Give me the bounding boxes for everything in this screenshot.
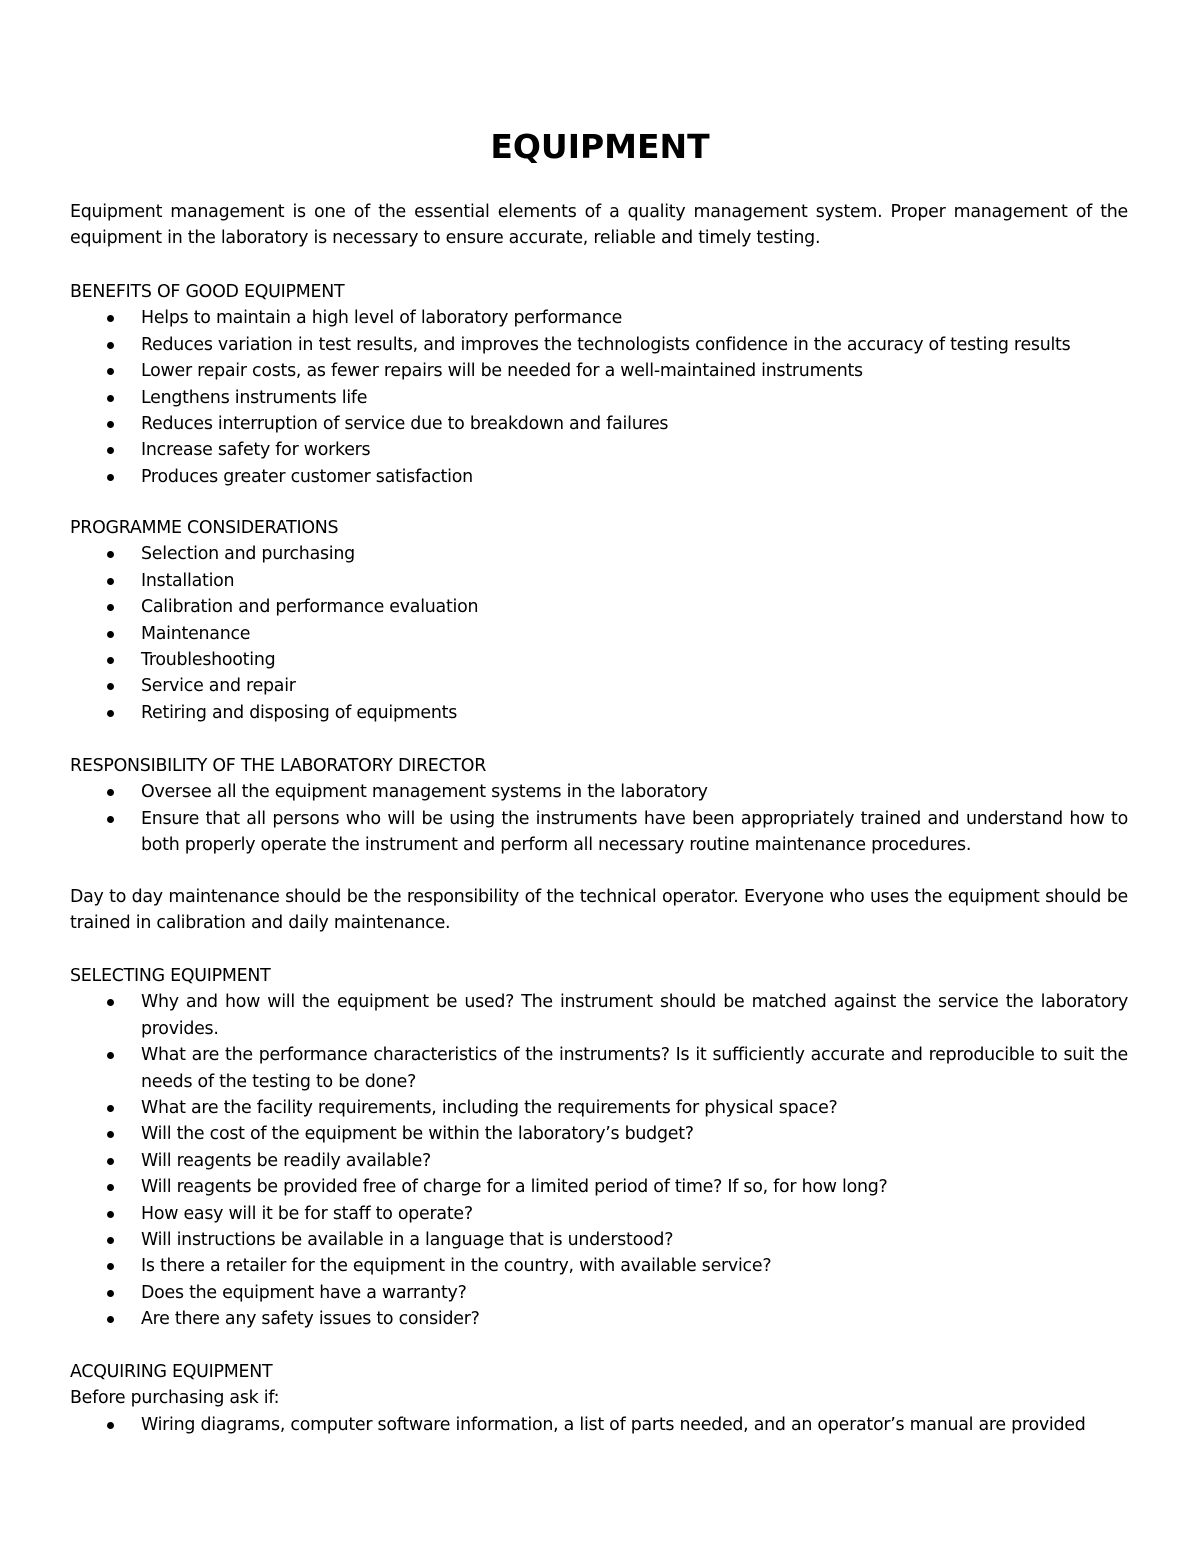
programme-list bbox=[70, 541, 1128, 726]
list-item: Reduces variation in test results, and improves the technologists confidence in the accuracy of testing results bbox=[141, 334, 1071, 355]
list-item: Does the equipment have a warranty? bbox=[141, 1282, 467, 1303]
list-item: Service and repair bbox=[141, 676, 296, 697]
list-item: Increase safety for workers bbox=[141, 440, 371, 461]
list-item: Is there a retailer for the equipment in the country, with available service? bbox=[141, 1256, 772, 1277]
list-item: Installation bbox=[141, 570, 235, 591]
list-item: What are the performance characteristics of the instruments? Is it sufficiently accurate and reproducible to suit the needs of the testing to be done? bbox=[141, 1045, 1128, 1092]
list-item: Lower repair costs, as fewer repairs will be needed for a well-maintained instruments bbox=[141, 361, 863, 382]
list-item: Reduces interruption of service due to breakdown and failures bbox=[141, 414, 669, 435]
intro-paragraph bbox=[70, 199, 1128, 252]
list-item: Are there any safety issues to consider? bbox=[141, 1309, 480, 1330]
page-title: EQUIPMENT bbox=[490, 127, 710, 166]
acquiring-subheading: Before purchasing ask if: bbox=[70, 1388, 280, 1409]
day-to-day-text: Day to day maintenance should be the responsibility of the technical operator. Everyone who uses the equipment should be trained in calibration and daily maintenance. bbox=[70, 887, 1128, 934]
list-item: Produces greater customer satisfaction bbox=[141, 466, 473, 487]
benefits-list bbox=[70, 305, 1128, 490]
section-benefits bbox=[70, 279, 1128, 490]
section-selecting bbox=[70, 963, 1128, 1333]
day-to-day-paragraph bbox=[70, 884, 1128, 937]
list-item: Wiring diagrams, computer software information, a list of parts needed, and an operator’s manual are provided bbox=[141, 1414, 1086, 1435]
section-acquiring bbox=[70, 1359, 1128, 1438]
list-item: Maintenance bbox=[141, 623, 251, 644]
list-item: Will reagents be readily available? bbox=[141, 1150, 432, 1171]
list-item: Calibration and performance evaluation bbox=[141, 597, 479, 618]
list-item: How easy will it be for staff to operate? bbox=[141, 1203, 473, 1224]
list-item: What are the facility requirements, including the requirements for physical space? bbox=[141, 1098, 838, 1119]
section-programme bbox=[70, 515, 1128, 726]
list-item: Why and how will the equipment be used? The instrument should be matched against the service the laboratory provides. bbox=[141, 992, 1128, 1039]
list-item: Ensure that all persons who will be using the instruments have been appropriately trained and understand how to both properly operate the instrument and perform all necessary routine maintenance procedures. bbox=[141, 808, 1128, 856]
acquiring-list bbox=[70, 1412, 1128, 1438]
list-item: Will instructions be available in a language that is understood? bbox=[141, 1230, 674, 1251]
list-item: Lengthens instruments life bbox=[141, 387, 368, 408]
selecting-list bbox=[70, 989, 1128, 1332]
list-item: Retiring and disposing of equipments bbox=[141, 702, 458, 723]
section-heading-benefits: BENEFITS OF GOOD EQUIPMENT bbox=[70, 282, 345, 302]
list-item: Helps to maintain a high level of laboratory performance bbox=[141, 308, 623, 329]
list-item: Will reagents be provided free of charge for a limited period of time? If so, for how long? bbox=[141, 1177, 888, 1198]
intro-text: Equipment management is one of the essential elements of a quality management system. Proper management of the equipment in the laboratory is necessary to ensure accurate, reliable and timely testing. bbox=[70, 202, 1128, 249]
section-heading-programme: PROGRAMME CONSIDERATIONS bbox=[70, 518, 339, 538]
section-heading-responsibility: RESPONSIBILITY OF THE LABORATORY DIRECTOR bbox=[70, 756, 487, 776]
list-item: Selection and purchasing bbox=[141, 544, 355, 565]
section-heading-acquiring: ACQUIRING EQUIPMENT bbox=[70, 1362, 273, 1382]
list-item: Oversee all the equipment management systems in the laboratory bbox=[141, 782, 708, 803]
section-responsibility bbox=[70, 753, 1128, 859]
responsibility-list bbox=[70, 779, 1128, 858]
list-item: Will the cost of the equipment be within the laboratory’s budget? bbox=[141, 1124, 694, 1145]
section-heading-selecting: SELECTING EQUIPMENT bbox=[70, 966, 271, 986]
list-item: Troubleshooting bbox=[141, 650, 276, 671]
